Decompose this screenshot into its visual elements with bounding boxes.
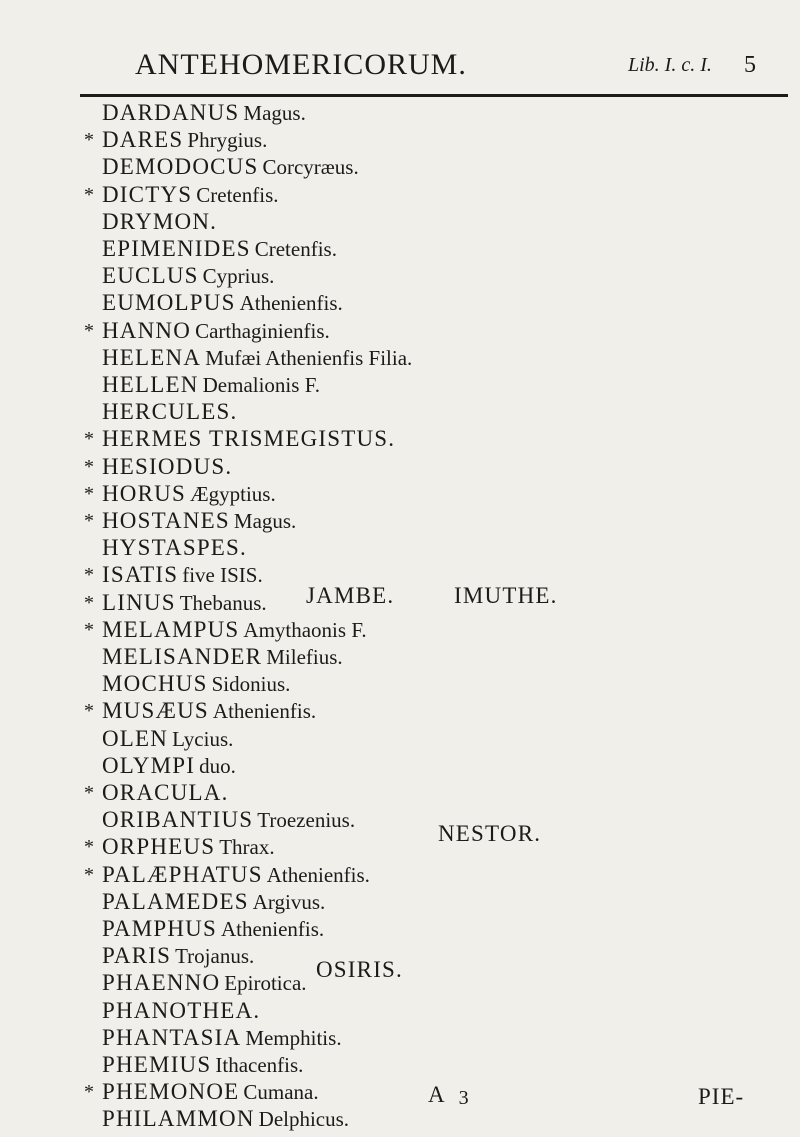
entry-name: HELLEN [102,372,199,397]
entry-name: PHILAMMON [102,1106,255,1132]
entry-description: Carthaginienfis. [195,318,330,343]
entry-name: PHANOTHEA. [102,997,261,1023]
entry-description: Amythaonis F. [243,617,367,642]
asterisk-marker: * [84,564,94,587]
entry-name: MELAMPUS [102,616,240,642]
entry-name: PHEMIUS [102,1052,212,1077]
entry-name: PALAMEDES [102,888,249,914]
entry-name: HESIODUS. [102,453,233,479]
entry-name: HERMES TRISMEGISTUS. [102,426,396,452]
book-reference: Lib. I. c. I. [628,54,712,76]
entry-name: EUMOLPUS [102,290,236,316]
entry-name: HANNO [102,317,192,343]
entry-name: HELENA [102,344,202,370]
entry-description: Thebanus. [179,590,267,615]
entry-description: Cyprius. [202,264,275,289]
entry-description: Cretenfis. [196,182,279,207]
entry-name: ORIBANTIUS [102,807,254,833]
entry-name: ISATIS [102,562,179,588]
asterisk-marker: * [84,782,94,804]
page-number: 5 [744,52,756,78]
asterisk-marker: * [84,428,94,451]
entry-description: Trojanus. [175,944,255,969]
asterisk-marker: * [84,700,94,723]
entry-name: HORUS [102,480,186,506]
entry-name: PAMPHUS [102,916,217,941]
catchword: PIE- [698,1084,745,1109]
entry-name: HYSTASPES. [102,535,248,561]
entry-name: PHANTASIA [102,1024,242,1050]
entry-description: Athenienfis. [220,917,325,941]
entry-description: Magus. [233,509,297,533]
entry-description: Argivus. [252,889,326,914]
entry-name: DARES [102,127,184,153]
signature-mark [428,1082,469,1110]
entry-name: DARDANUS [102,100,240,125]
entry-name: EPIMENIDES [102,236,251,261]
entry-description: Sidonius. [211,672,291,697]
asterisk-marker: * [84,1081,94,1104]
entry-description: Athenienfis. [266,862,370,887]
entry-name: LINUS [102,589,176,615]
extra-name-osiris: OSIRIS. [316,957,404,982]
entry-description: Memphitis. [245,1025,342,1050]
extra-name-jambe: JAMBE. [306,583,395,608]
asterisk-marker: * [84,455,94,478]
asterisk-marker: * [84,510,94,532]
signature-number: 3 [458,1087,469,1109]
entry-description: Milefius. [266,645,343,669]
entry-name: EUCLUS [102,263,199,289]
entry-name: DEMODOCUS [102,154,259,180]
entry-description: Athenienfis. [239,291,343,316]
entry-name: PHEMONOE [102,1079,240,1105]
entry-name: ORPHEUS [102,834,216,860]
header-rule [80,94,788,97]
extra-name-imuthe: IMUTHE. [454,583,558,608]
asterisk-marker: * [84,618,94,641]
entry-description: Athenienfis. [212,699,317,724]
asterisk-marker: * [84,591,94,614]
entry-name: MELISANDER [102,644,263,669]
asterisk-marker: * [84,129,94,152]
entry-name: OLEN [102,725,169,751]
entry-description: Lycius. [172,726,234,751]
entry-description: Thrax. [219,835,275,860]
extra-name-nestor: NESTOR. [438,821,542,846]
entry-name: PALÆPHATUS [102,861,263,887]
entry-description: five ISIS. [182,563,263,588]
asterisk-marker: * [84,183,94,206]
entry-name: DICTYS [102,181,193,207]
asterisk-marker: * [84,482,94,505]
entry-name: ORACULA. [102,780,229,805]
asterisk-marker: * [84,863,94,886]
entry-description: Demalionis F. [202,373,320,397]
page-header [120,42,760,90]
entry-name: DRYMON. [102,208,218,234]
signature-letter: A [428,1082,445,1107]
entry-name: HERCULES. [102,399,238,425]
entry-description: Epirotica. [224,971,307,996]
entry-description: Phrygius. [187,128,268,153]
entry-name: MOCHUS [102,671,208,697]
entry-name: OLYMPI [102,752,196,778]
entry-description: Mufæi Athenienfis Filia. [205,345,413,370]
entry-description: Cretenfis. [254,237,337,261]
entry-description: Troezenius. [257,808,356,833]
entry-description: Ægyptius. [189,481,276,506]
entry-description: duo. [199,753,236,778]
entry-description: Corcyræus. [262,155,359,180]
entry-name: PARIS [102,943,172,969]
entry-name: HOSTANES [102,508,230,533]
entry-name: MUSÆUS [102,698,209,724]
asterisk-marker: * [84,836,94,859]
entry-description: Ithacenfis. [215,1053,304,1077]
entry-description: Delphicus. [258,1107,350,1132]
entry-description: Magus. [243,101,306,125]
running-title: ANTEHOMERICORUM. [135,48,467,81]
asterisk-marker: * [84,319,94,342]
entry-name: PHAENNO [102,970,221,996]
entry-description: Cumana. [243,1080,319,1105]
